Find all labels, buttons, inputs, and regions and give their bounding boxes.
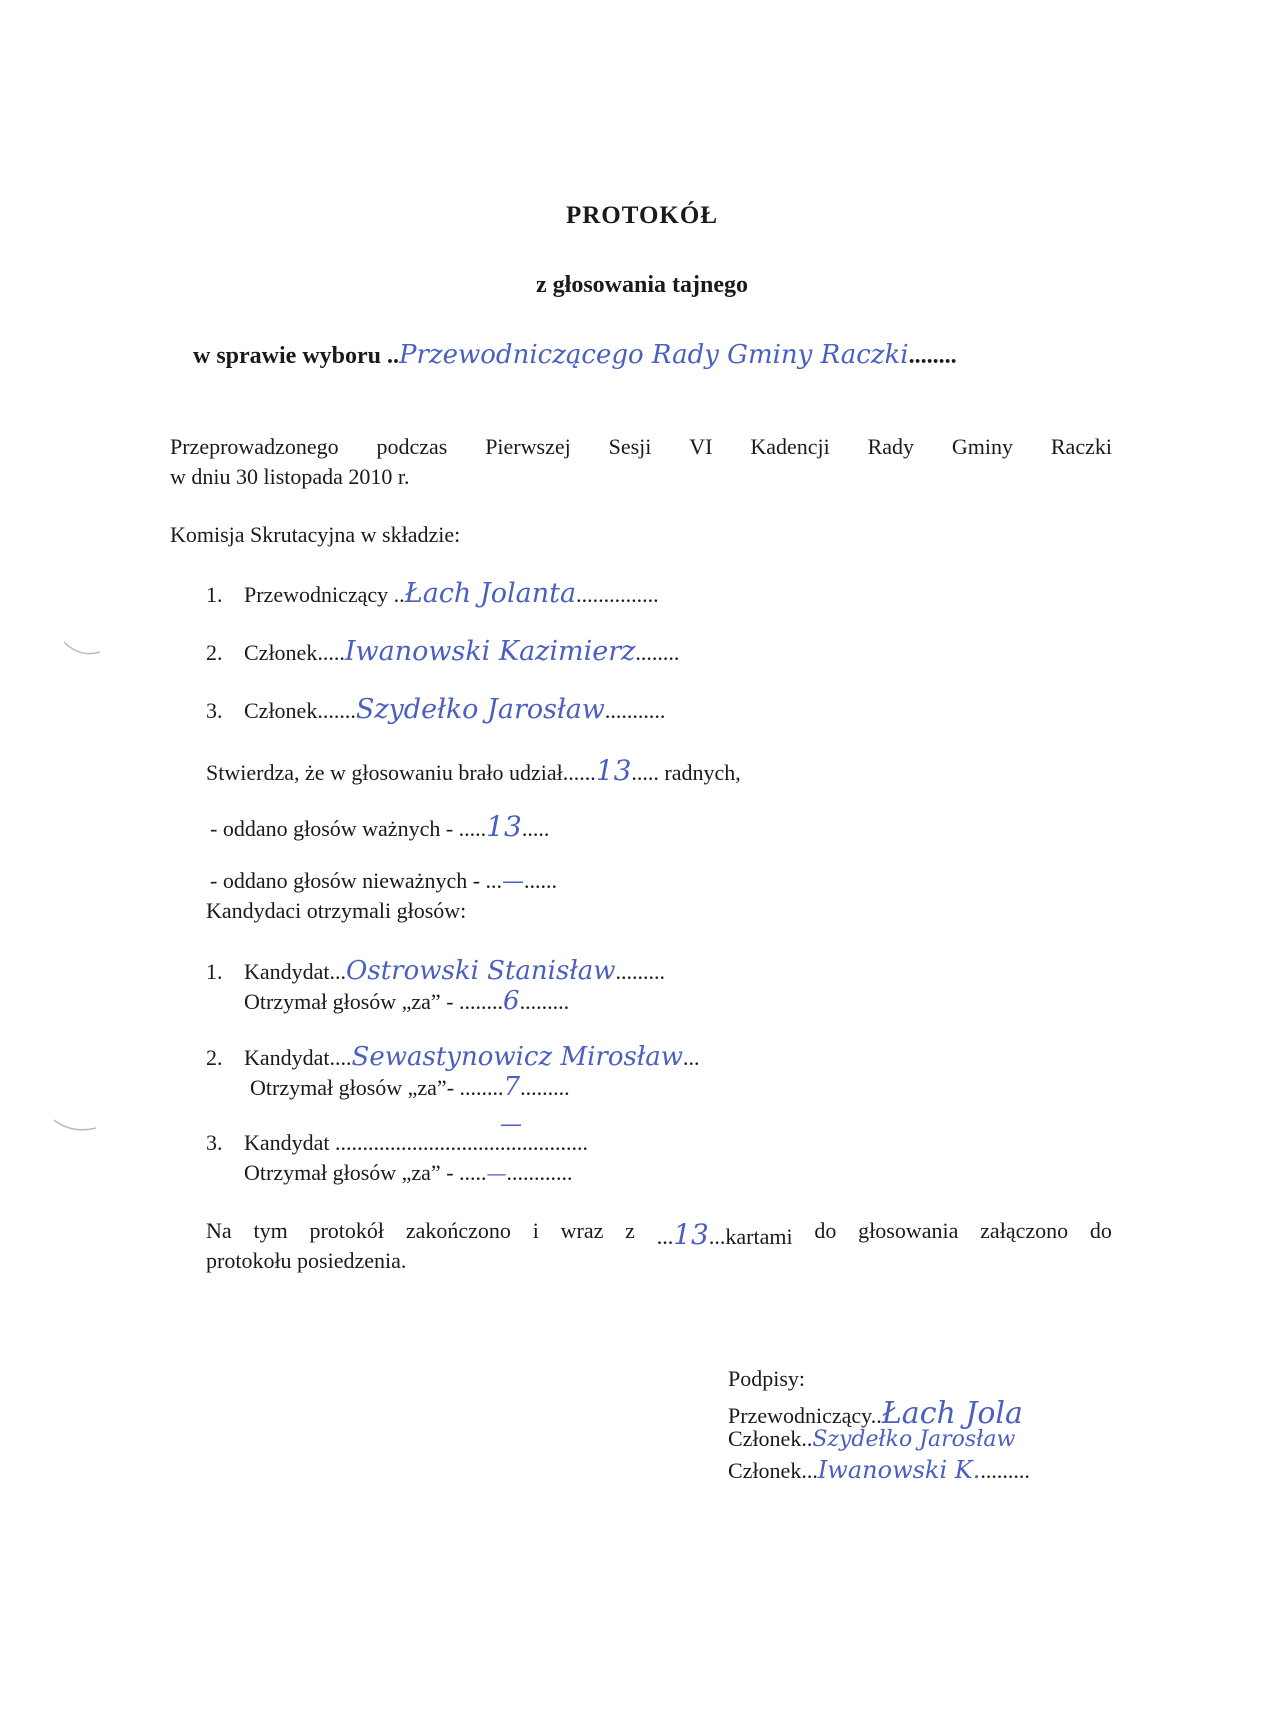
matter-prefix: w sprawie wyboru .. [193,343,400,369]
intro-word: Raczki [1050,434,1112,459]
votes-prefix: Otrzymał głosów „za” - ..... [244,1160,487,1185]
closing-word: wraz [560,1218,604,1243]
candidate-label: Kandydat.... [244,1045,352,1070]
closing-word: Na [206,1218,232,1243]
closing-word: ...kartami [708,1224,793,1249]
candidate-number: 2. [206,1045,223,1070]
signature-row-member-1 [728,1426,1015,1452]
signatures-heading: Podpisy: [728,1366,806,1391]
votes-value: 7 [503,1072,521,1102]
votes-prefix: Otrzymał głosów „za” - ........ [244,989,504,1014]
closing-word: załączono [980,1218,1069,1243]
candidate-3-votes [244,1160,573,1186]
candidate-number: 3. [206,1130,223,1155]
participated-line [206,754,741,787]
closing-word: z [625,1218,635,1243]
votes-suffix: ......... [520,1075,570,1100]
closing-word: ... [656,1224,674,1249]
intro-word: Kadencji [750,434,830,459]
valid-suffix: ..... [521,816,550,841]
signature-handwritten: Szydełko Jarosław [812,1427,1016,1452]
closing-word: głosowania [858,1218,959,1243]
votes-suffix: ......... [519,989,570,1014]
member-name-handwritten: Iwanowski Kazimierz [344,636,636,667]
member-number: 3. [206,698,223,723]
closing-word: tym [253,1218,288,1243]
margin-mark-1 [62,640,102,660]
candidate-trail: ... [683,1045,700,1070]
intro-word: Przeprowadzonego [170,434,339,459]
closing-line-1 [206,1218,1112,1251]
valid-prefix: - oddano głosów ważnych - ..... [210,816,487,841]
signature-label: Członek.. [728,1426,813,1451]
document-title: PROTOKÓŁ [565,202,718,229]
votes-value: 6 [503,986,520,1016]
intro-word: Gminy [951,434,1014,459]
intro-line-2: w dniu 30 listopada 2010 r. [170,464,410,489]
valid-votes-line [210,810,549,843]
signature-label: Członek... [728,1458,818,1483]
votes-suffix: ............ [506,1160,573,1185]
committee-heading: Komisja Skrutacyjna w składzie: [170,522,461,547]
signature-label: Przewodniczący.. [728,1403,882,1428]
signature-handwritten: Iwanowski K. [817,1456,981,1484]
member-role: Członek....... [244,698,356,723]
candidate-name-handwritten: Sewastynowicz Mirosław [351,1042,684,1072]
participated-value: 13 [595,754,632,787]
matter-line [193,340,957,370]
candidate-1-votes [244,986,569,1016]
closing-line-2: protokołu posiedzenia. [206,1248,407,1273]
candidate-trail: ......... [615,959,666,984]
signature-handwritten: Łach Jola [881,1396,1023,1431]
closing-word: do [1089,1218,1112,1243]
intro-word: VI [689,434,713,459]
intro-word: podczas [376,434,448,459]
candidate-3-name-dash: — [500,1112,522,1137]
candidate-label: Kandydat... [244,959,347,984]
signature-row-member-2 [728,1456,1030,1484]
candidate-1 [206,956,665,986]
member-number: 1. [206,582,223,607]
candidate-number: 1. [206,959,223,984]
candidate-3 [206,1130,588,1156]
candidate-2 [206,1042,700,1072]
votes-value: — [486,1161,507,1185]
candidate-2-votes [250,1072,570,1102]
card-count-handwritten: 13 [673,1218,709,1251]
votes-prefix: Otrzymał głosów „za”- ........ [250,1075,504,1100]
document-subtitle: z głosowania tajnego [536,272,748,298]
participated-suffix: ..... radnych, [631,760,741,785]
candidates-heading: Kandydaci otrzymali głosów: [206,898,467,923]
closing-word: i [532,1218,539,1243]
member-trail: ............... [576,582,659,607]
valid-value: 13 [486,810,522,843]
member-name-handwritten: Łach Jolanta [404,578,577,609]
member-number: 2. [206,640,223,665]
closing-word: do [814,1218,837,1243]
intro-word: Pierwszej [485,434,571,459]
candidate-label: Kandydat .............................................. [244,1130,589,1155]
intro-word: Sesji [608,434,652,459]
committee-member-3 [206,694,665,725]
matter-suffix: ........ [908,343,957,369]
invalid-prefix: - oddano głosów nieważnych - ... [210,868,503,893]
invalid-suffix: ...... [524,868,558,893]
member-name-handwritten: Szydełko Jarosław [355,694,605,725]
member-trail: ........... [604,698,666,723]
member-role: Członek..... [244,640,345,665]
matter-handwritten: Przewodniczącego Rady Gminy Raczki [399,340,909,370]
intro-line-1 [170,434,1112,460]
card-count-group [657,1218,793,1251]
committee-member-1 [206,578,659,609]
intro-word: Rady [867,434,915,459]
participated-prefix: Stwierdza, że w głosowaniu brało udział...... [206,760,596,785]
candidate-name-handwritten: Ostrowski Stanisław [346,956,616,986]
invalid-value: — [502,869,525,894]
member-trail: ........ [635,640,680,665]
closing-word: zakończono [405,1218,511,1243]
committee-member-2 [206,636,679,667]
closing-word: protokół [309,1218,385,1243]
member-role: Przewodniczący .. [244,582,405,607]
signature-trail: ......... [980,1458,1030,1483]
margin-mark-2 [52,1118,98,1138]
invalid-votes-line [210,868,557,894]
